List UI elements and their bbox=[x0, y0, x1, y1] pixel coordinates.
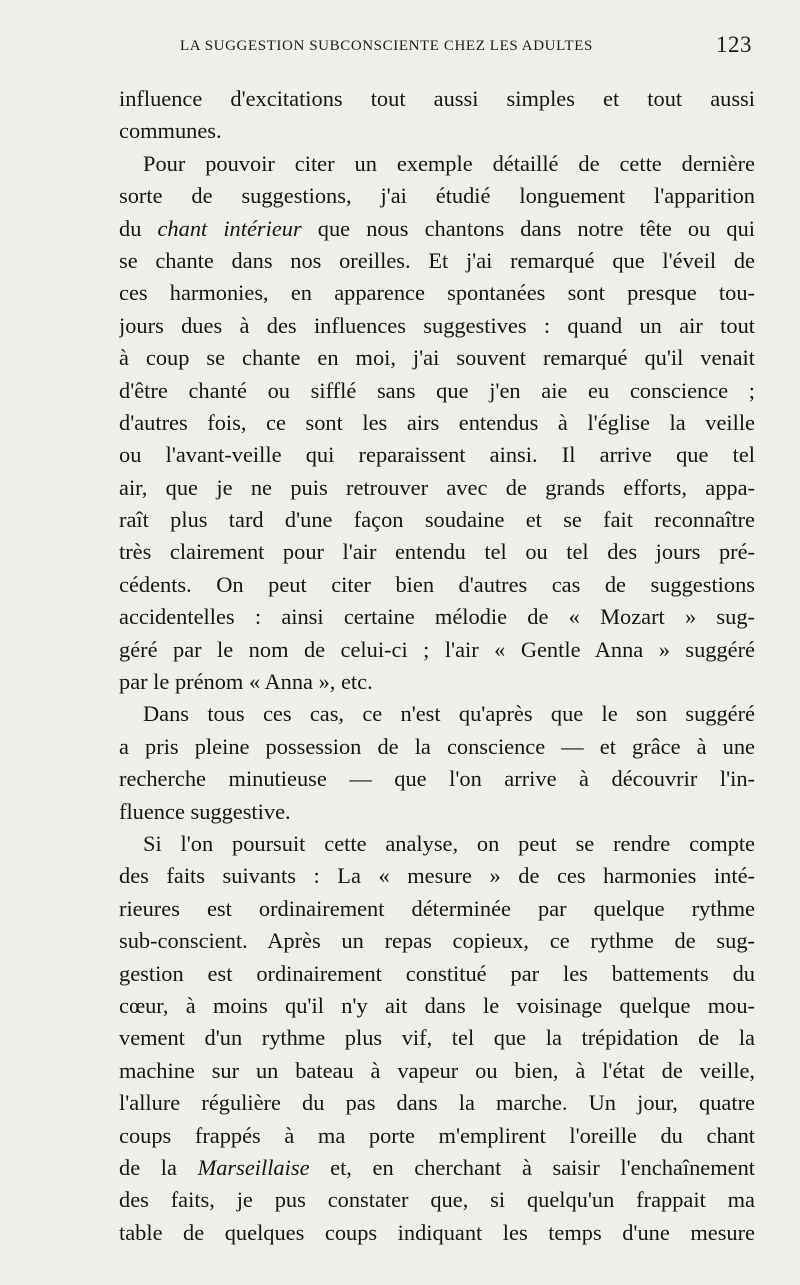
text-line: rieures est ordinairement déterminée par quelque rythme bbox=[119, 895, 755, 921]
text-line: vement d'un rythme plus vif, tel que la trépidation de la bbox=[119, 1025, 755, 1051]
text-segment: que nous chantons dans notre tête ou qui bbox=[301, 215, 755, 241]
text-line: gestion est ordinairement constitué par les battements du bbox=[119, 960, 755, 986]
text-line: se chante dans nos oreilles. Et j'ai remarqué que l'éveil de bbox=[119, 247, 755, 273]
text-line: sorte de suggestions, j'ai étudié longuement l'apparition bbox=[119, 183, 755, 209]
text-line: des faits suivants : La « mesure » de ces harmonies inté- bbox=[119, 863, 755, 889]
text-line: sub-conscient. Après un repas copieux, ce rythme de sug- bbox=[119, 928, 755, 954]
text-line: cœur, à moins qu'il n'y ait dans le voisinage quelque mou- bbox=[119, 992, 755, 1018]
text-segment: du bbox=[119, 215, 158, 241]
text-line bbox=[119, 1152, 755, 1184]
text-line: communes. bbox=[119, 118, 222, 144]
text-line: air, que je ne puis retrouver avec de grands efforts, appa- bbox=[119, 474, 755, 500]
text-line: recherche minutieuse — que l'on arrive à découvrir l'in- bbox=[119, 766, 755, 792]
text-line: Si l'on poursuit cette analyse, on peut se rendre compte bbox=[143, 830, 755, 856]
text-line: ou l'avant-veille qui reparaissent ainsi. Il arrive que tel bbox=[119, 442, 755, 468]
text-line: table de quelques coups indiquant les temps d'une mesure bbox=[119, 1219, 755, 1245]
running-header bbox=[180, 34, 760, 64]
body-text bbox=[119, 83, 755, 1249]
text-line: machine sur un bateau à vapeur ou bien, à l'état de veille, bbox=[119, 1057, 755, 1083]
running-title: LA SUGGESTION SUBCONSCIENTE CHEZ LES ADULTES bbox=[180, 38, 593, 54]
page-number: 123 bbox=[716, 32, 752, 57]
text-line: a pris pleine possession de la conscience — et grâce à une bbox=[119, 733, 755, 759]
text-line: jours dues à des influences suggestives : quand un air tout bbox=[119, 312, 755, 338]
text-line: Dans tous ces cas, ce n'est qu'après que le son suggéré bbox=[143, 701, 755, 727]
text-line bbox=[119, 213, 755, 245]
text-line: accidentelles : ainsi certaine mélodie de « Mozart » sug- bbox=[119, 604, 755, 630]
text-line: à coup se chante en moi, j'ai souvent remarqué qu'il venait bbox=[119, 345, 755, 371]
text-line: cédents. On peut citer bien d'autres cas de suggestions bbox=[119, 571, 755, 597]
text-line: influence d'excitations tout aussi simples et tout aussi bbox=[119, 86, 755, 111]
text-line: Pour pouvoir citer un exemple détaillé de cette dernière bbox=[143, 150, 755, 176]
text-line: l'allure régulière du pas dans la marche. Un jour, quatre bbox=[119, 1090, 755, 1116]
text-segment: et, en cherchant à saisir l'enchaînement bbox=[309, 1154, 755, 1180]
text-line: des faits, je pus constater que, si quelqu'un frappait ma bbox=[119, 1187, 755, 1213]
text-segment: de la bbox=[119, 1154, 198, 1180]
italic-text: chant intérieur bbox=[157, 215, 302, 241]
text-line: coups frappés à ma porte m'emplirent l'oreille du chant bbox=[119, 1122, 755, 1148]
text-line: d'être chanté ou sifflé sans que j'en aie eu conscience ; bbox=[119, 377, 755, 403]
text-line: ces harmonies, en apparence spontanées sont presque tou- bbox=[119, 280, 755, 306]
text-line: très clairement pour l'air entendu tel ou tel des jours pré- bbox=[119, 539, 755, 565]
text-line: par le prénom « Anna », etc. bbox=[119, 669, 373, 695]
text-line: raît plus tard d'une façon soudaine et se fait reconnaître bbox=[119, 507, 755, 533]
text-line: d'autres fois, ce sont les airs entendus à l'église la veille bbox=[119, 409, 755, 435]
text-line: fluence suggestive. bbox=[119, 798, 291, 824]
text-line: géré par le nom de celui-ci ; l'air « Gentle Anna » suggéré bbox=[119, 636, 755, 662]
italic-text: Marseillaise bbox=[197, 1154, 310, 1180]
